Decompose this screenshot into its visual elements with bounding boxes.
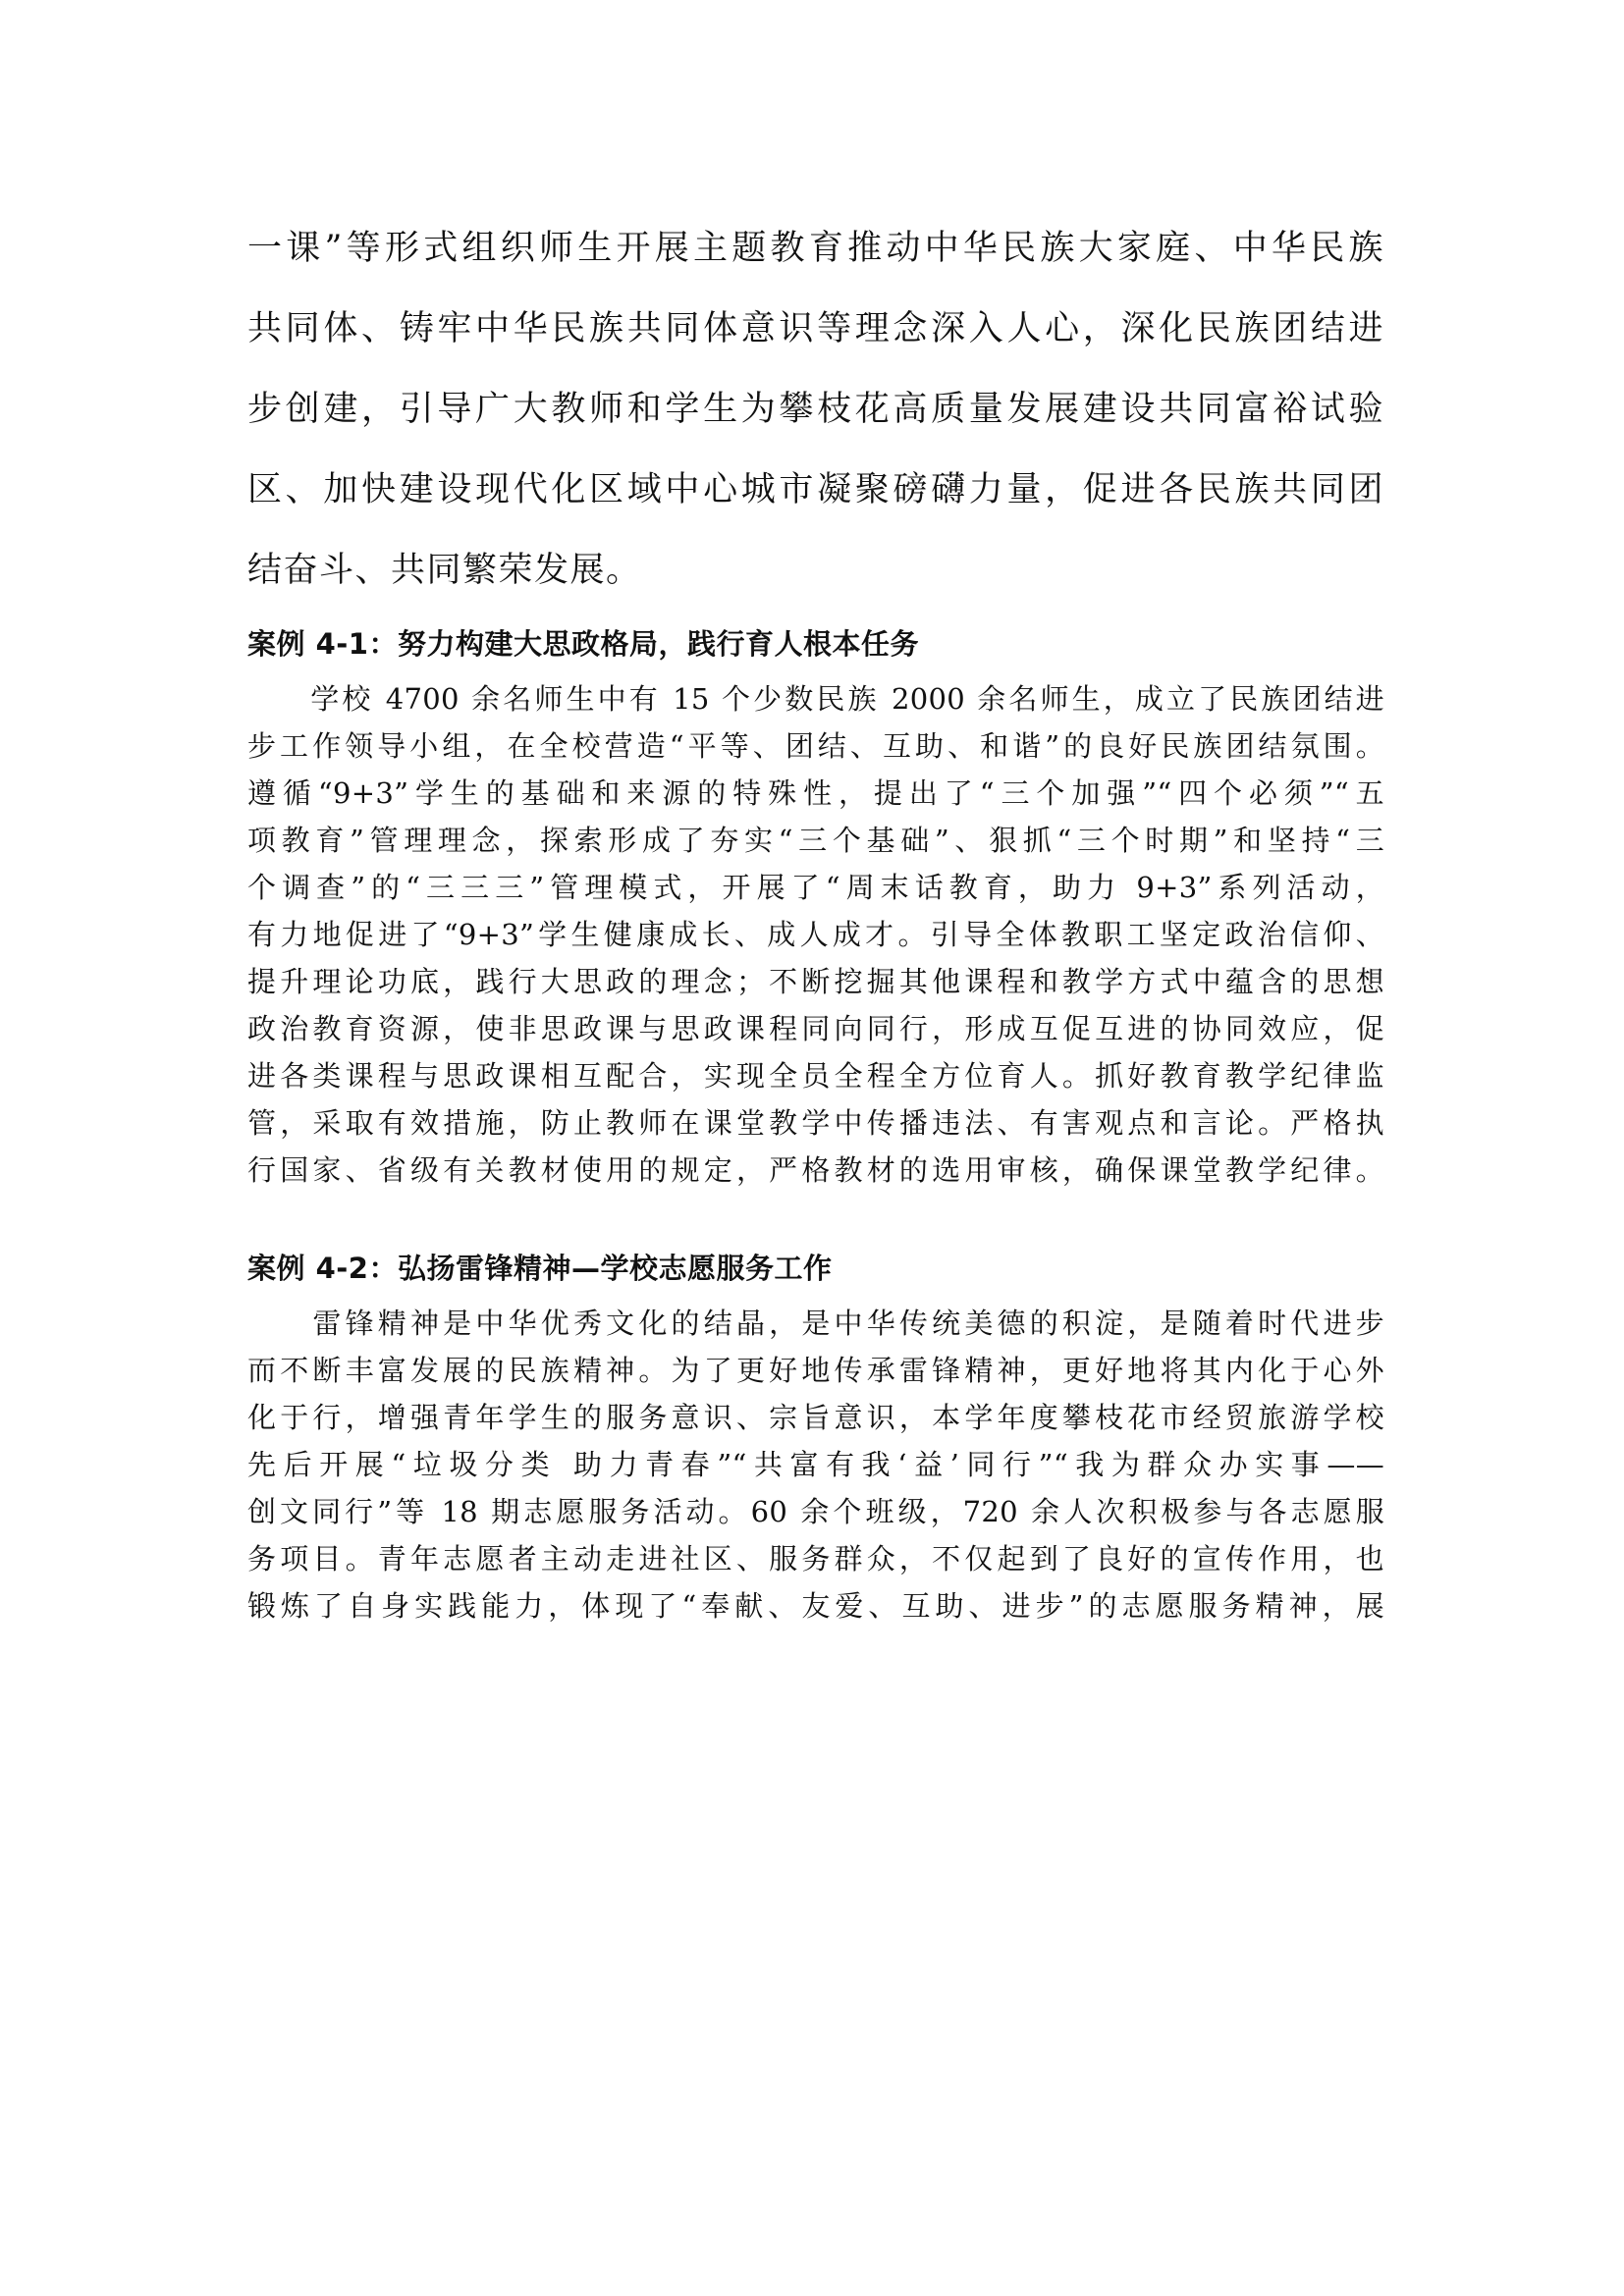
case-4-1-line: 个调查”的“三三三”管理模式，开展了“周末话教育，助力 9+3”系列活动， xyxy=(247,871,1384,904)
intro-line: 步创建，引导广大教师和学生为攀枝花高质量发展建设共同富裕试验 xyxy=(247,390,1384,429)
case-4-1-paragraph xyxy=(247,675,1384,1194)
case-4-1-line: 有力地促进了“9+3”学生健康成长、成人成才。引导全体教职工坚定政治信仰、 xyxy=(247,918,1384,951)
case-4-2-line: 锻炼了自身实践能力，体现了“奉献、友爱、互助、进步”的志愿服务精神，展 xyxy=(247,1589,1384,1623)
intro-line: 一课”等形式组织师生开展主题教育推动中华民族大家庭、中华民族 xyxy=(247,229,1384,268)
case-4-2-line: 创文同行”等 18 期志愿服务活动。60 余个班级，720 余人次积极参与各志愿服 xyxy=(247,1495,1384,1528)
case-4-2-paragraph xyxy=(247,1300,1384,1629)
intro-line: 共同体、铸牢中华民族共同体意识等理念深入人心，深化民族团结进 xyxy=(247,309,1384,348)
case-4-1-line: 项教育”管理理念，探索形成了夯实“三个基础”、狠抓“三个时期”和坚持“三 xyxy=(247,824,1384,857)
intro-line: 区、加快建设现代化区域中心城市凝聚磅礴力量，促进各民族共同团 xyxy=(247,470,1384,509)
case-4-2-line: 务项目。青年志愿者主动走进社区、服务群众，不仅起到了良好的宣传作用，也 xyxy=(247,1542,1384,1575)
case-4-1-line: 遵循“9+3”学生的基础和来源的特殊性，提出了“三个加强”“四个必须”“五 xyxy=(247,776,1384,810)
case-4-1-line: 学校 4700 余名师生中有 15 个少数民族 2000 余名师生，成立了民族团结进 xyxy=(247,682,1384,716)
case-4-2-line: 化于行，增强青年学生的服务意识、宗旨意识，本学年度攀枝花市经贸旅游学校 xyxy=(247,1401,1384,1434)
case-4-2-line: 而不断丰富发展的民族精神。为了更好地传承雷锋精神，更好地将其内化于心外 xyxy=(247,1354,1384,1387)
case-4-2-heading: 案例 4-2：弘扬雷锋精神—学校志愿服务工作 xyxy=(247,1252,833,1285)
intro-paragraph xyxy=(247,208,1384,611)
case-4-1-line: 行国家、省级有关教材使用的规定，严格教材的选用审核，确保课堂教学纪律。 xyxy=(247,1153,1384,1187)
case-4-1-heading: 案例 4-1：努力构建大思政格局，践行育人根本任务 xyxy=(247,627,919,661)
case-4-1-line: 步工作领导小组，在全校营造“平等、团结、互助、和谐”的良好民族团结氛围。 xyxy=(247,729,1384,763)
page-content xyxy=(247,208,1384,1629)
case-4-1-line: 管，采取有效措施，防止教师在课堂教学中传播违法、有害观点和言论。严格执 xyxy=(247,1106,1384,1140)
case-4-1-line: 政治教育资源，使非思政课与思政课程同向同行，形成互促互进的协同效应，促 xyxy=(247,1012,1384,1045)
case-4-2-line: 先后开展“垃圾分类 助力青春”“共富有我‘益’同行”“我为群众办实事—— xyxy=(247,1448,1384,1481)
intro-line: 结奋斗、共同繁荣发展。 xyxy=(247,551,642,590)
case-4-1-line: 进各类课程与思政课相互配合，实现全员全程全方位育人。抓好教育教学纪律监 xyxy=(247,1059,1384,1093)
case-4-2-line: 雷锋精神是中华优秀文化的结晶，是中华传统美德的积淀，是随着时代进步 xyxy=(247,1307,1384,1340)
case-4-1-line: 提升理论功底，践行大思政的理念；不断挖掘其他课程和教学方式中蕴含的思想 xyxy=(247,965,1384,998)
